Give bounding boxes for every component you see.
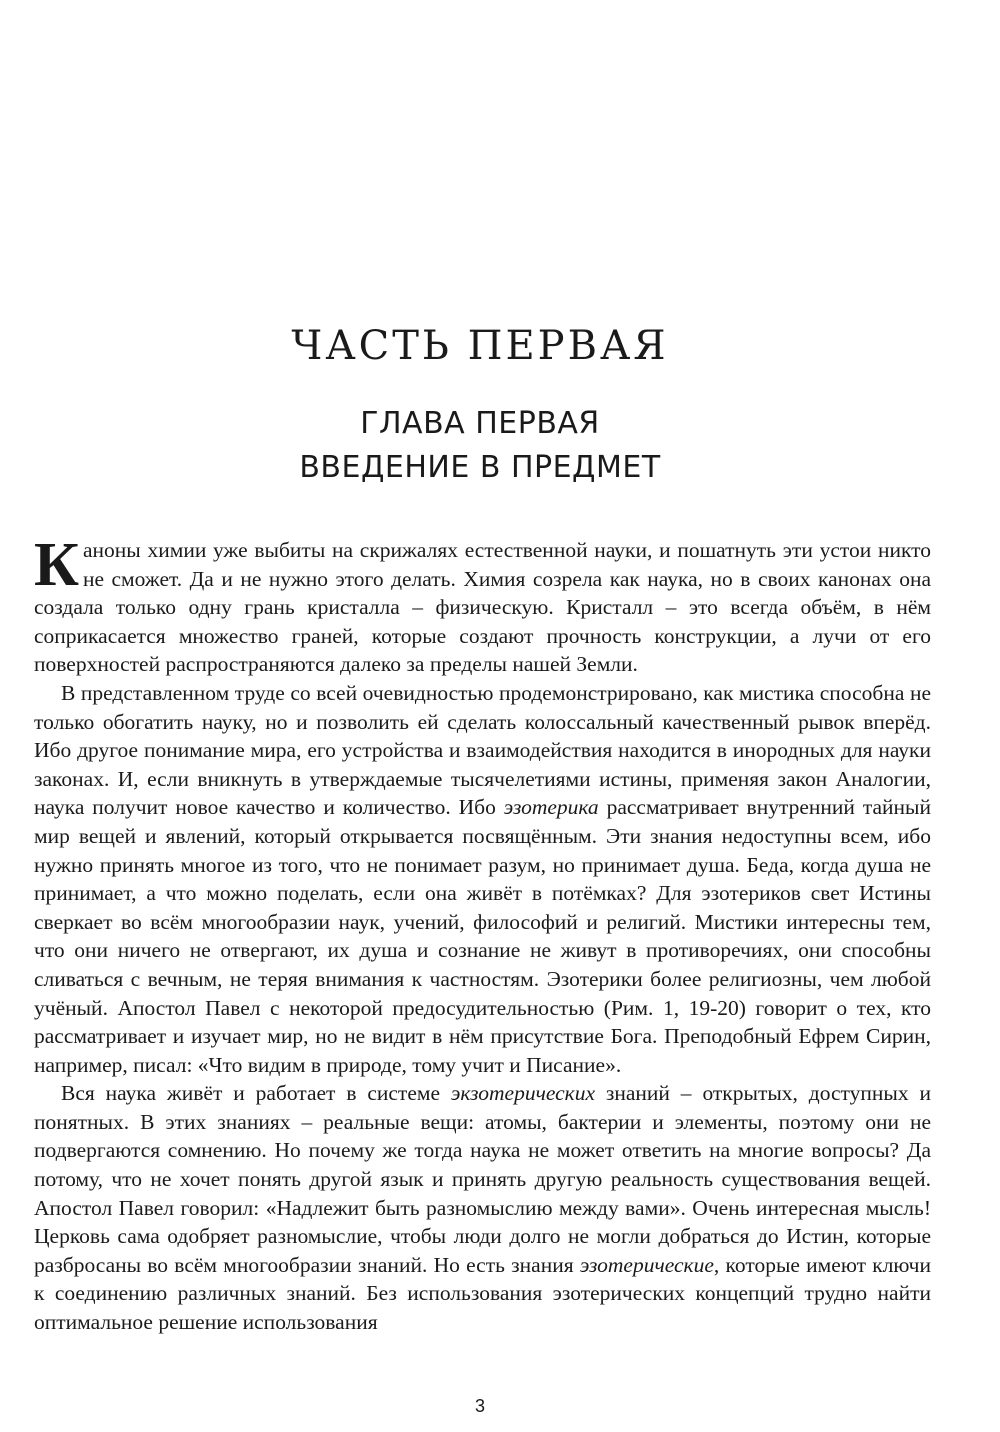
chapter-title: ВВЕДЕНИЕ В ПРЕДМЕТ [299,450,661,485]
paragraph-3-text-b: знаний – открытых, доступных и понятных. В этих знаниях – реальные вещи: атомы, бактерии и элементы, поэтому они не подвергаются сомнению. Но почему же тогда наука не может ответить на многие вопросы? Да потому, что не хочет понять другой язык и принять другую реальность существования вещей. Апостол Павел говорил: «Надлежит быть разномыслию между вами». Очень интересная мысль! Церковь сама одобряет разномыслие, чтобы люди долго не могли добраться до Истин, которые разбросаны во всём многообразии знаний. Но есть знания [34,1081,932,1277]
paragraph-3 [34,1079,931,1336]
chapter-heading [0,402,960,490]
paragraph-3-text-c: , которые имеют ключи к соединению различных знаний. Без использования эзотерических концепций трудно найти оптимальное решение использования [34,1252,931,1335]
paragraph-1 [34,531,931,679]
paragraph-1-text: аноны химии уже выбиты на скрижалях естественной науки, и пошатнуть эти устои никто не сможет. Да и не нужно этого делать. Химия созрела как наука, но в своих канонах она создала только одну грань кристалла – физическую. Кристалл – это всегда объём, в нём соприкасается множество граней, которые создают прочность конструкции, а лучи от его поверхностей распространяются далеко за пределы нашей Земли. [34,538,931,677]
paragraph-2-text-b: рассматривает внутренний тайный мир вещей и явлений, который открывается посвящённым. Эти знания недоступны всем, ибо нужно принять многое из того, что не понимает разум, но принимает душа. Беда, когда душа не принимает, а что можно поделать, если она живёт в потёмках? Для эзотериков свет Истины сверкает во всём многообразии наук, учений, философий и религий. Мистики интересны тем, что они ничего не отвергают, их душа и сознание не живут в противоречиях, они способны сливаться с вечным, не теряя внимания к частностям. Эзотерики более религиозны, чем любой учёный. Апостол Павел с некоторой предосудительностью (Рим. 1, 19-20) говорит о тех, кто рассматривает и изучает мир, но не видит в нём присутствие Бога. Преподобный Ефрем Сирин, например, писал: «Что видим в природе, тому учит и Писание». [34,795,931,1077]
paragraph-2-emphasis: эзотерика [503,795,599,820]
part-title: ЧАСТЬ ПЕРВАЯ [291,322,669,369]
paragraph-2 [34,679,931,1079]
page-number: 3 [474,1396,485,1416]
body-text [34,531,932,1337]
drop-cap: К [34,531,79,599]
chapter-number: ГЛАВА ПЕРВАЯ [360,406,600,441]
paragraph-3-emphasis-1: экзотерических [450,1081,595,1106]
paragraph-2-text-a: В представленном труде со всей очевидностью продемонстрировано, как мистика способна не только обогатить науку, но и позволить ей сделать колоссальный качественный рывок вперёд. Ибо другое понимание мира, его устройства и взаимодействия находится в инородных для науки законах. И, если вникнуть в утверждаемые тысячелетиями истины, применяя закон Аналогии, наука получит новое качество и количество. Ибо [34,680,931,820]
paragraph-3-text-a: Вся наука живёт и работает в системе [61,1081,451,1106]
paragraph-3-emphasis-2: эзотерические [579,1252,714,1277]
